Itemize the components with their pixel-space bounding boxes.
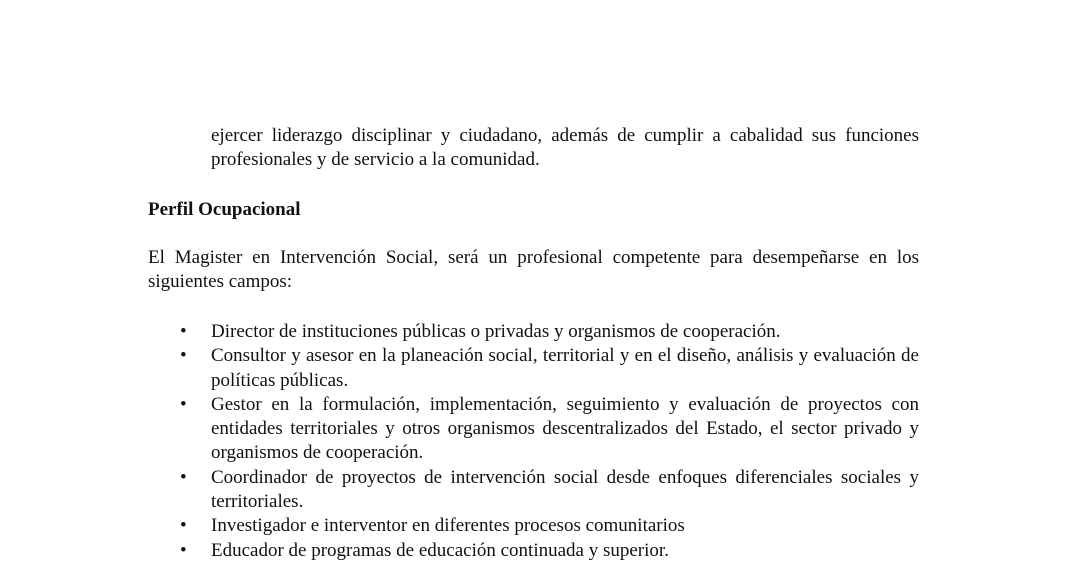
occupational-fields-list xyxy=(148,320,919,563)
list-item-text: Educador de programas de educación continuada y superior. xyxy=(211,539,669,561)
list-item-text: Investigador e interventor en diferentes procesos comunitarios xyxy=(211,515,685,537)
list-item-text: Coordinador de proyectos de intervención social desde enfoques diferenciales sociales y territoriales. xyxy=(211,466,919,513)
list-item xyxy=(148,539,919,563)
intro-paragraph: El Magister en Intervención Social, será un profesional competente para desempeñarse en los siguientes campos: xyxy=(148,247,919,292)
bullet-icon: • xyxy=(180,393,187,415)
list-item-text: Director de instituciones públicas o privadas y organismos de cooperación. xyxy=(211,321,781,342)
bullet-icon: • xyxy=(180,539,187,561)
list-item xyxy=(148,514,919,538)
bullet-icon: • xyxy=(180,466,187,488)
list-item xyxy=(148,466,919,515)
list-item-text: Gestor en la formulación, implementación, seguimiento y evaluación de proyectos con entidades territoriales y otros organismos descentralizados del Estado, el sector privado y organismos de cooperación. xyxy=(211,393,919,464)
list-item xyxy=(148,393,919,466)
bullet-icon: • xyxy=(180,515,187,537)
bullet-icon: • xyxy=(180,345,187,367)
section-heading: Perfil Ocupacional xyxy=(148,199,301,220)
bullet-icon: • xyxy=(180,321,187,342)
list-item-text: Consultor y asesor en la planeación social, territorial y en el diseño, análisis y evaluación de políticas públicas. xyxy=(211,345,919,391)
list-item xyxy=(148,320,919,344)
continued-paragraph: ejercer liderazgo disciplinar y ciudadano, además de cumplir a cabalidad sus funciones profesionales y de servicio a la comunidad. xyxy=(211,125,919,170)
list-item xyxy=(148,344,919,393)
